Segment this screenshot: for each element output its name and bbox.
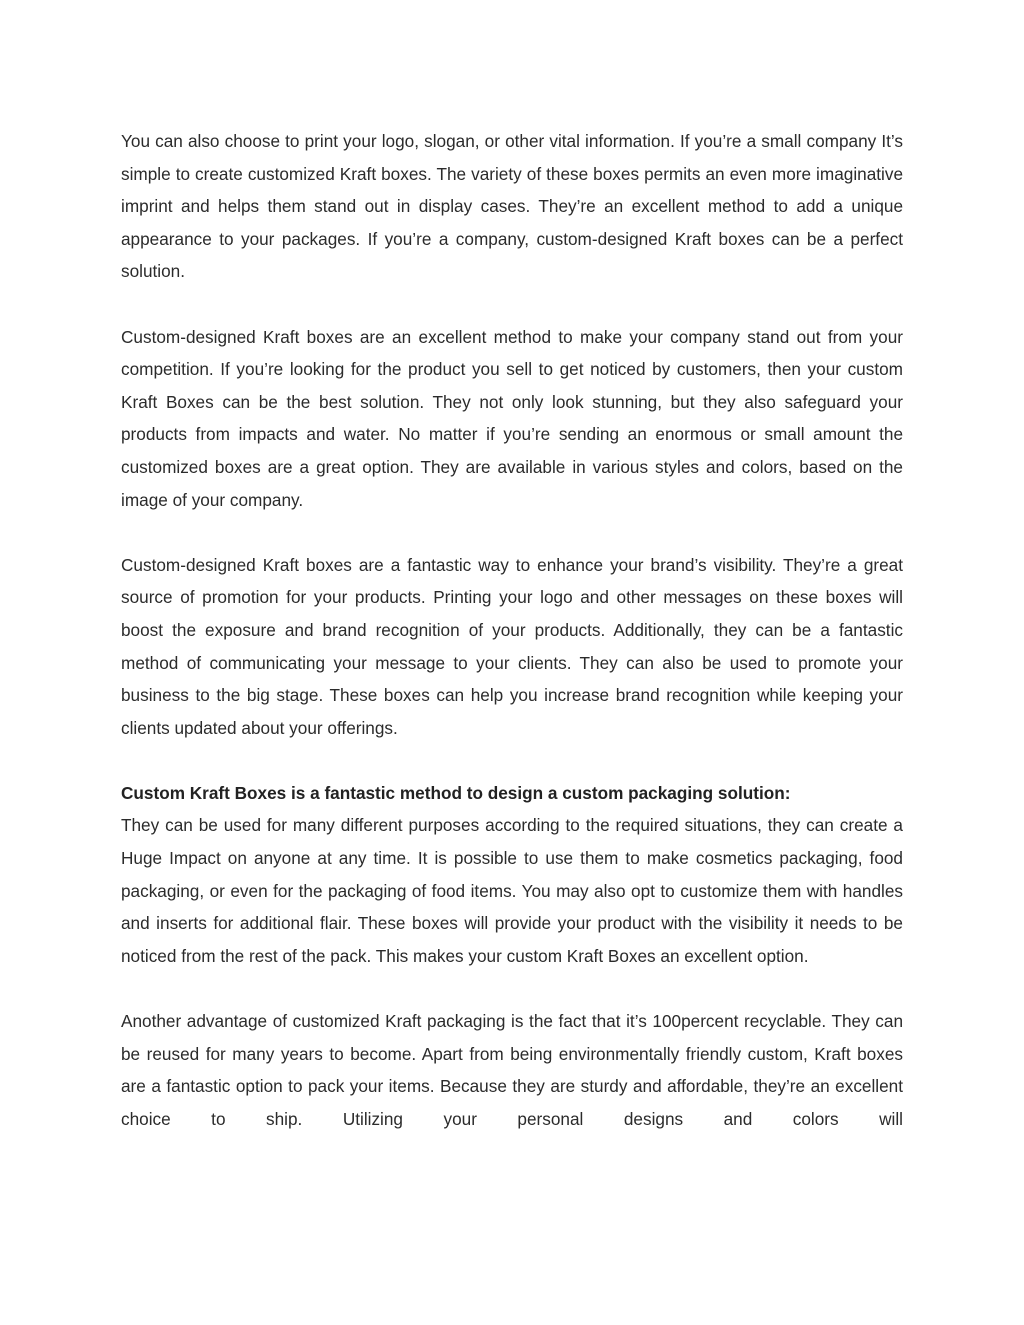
- paragraph-3: Custom-designed Kraft boxes are a fantastic way to enhance your brand’s visibility. They’re a great source of promotion for your products. Printing your logo and other messages on these boxes will boost the exposure and brand recognition of your products. Additionally, they can be a fantastic method of communicating your message to your clients. They can also be used to promote your business to the big stage. These boxes can help you increase brand recognition while keeping your clients updated about your offerings.: [121, 554, 903, 738]
- paragraph-1: You can also choose to print your logo, slogan, or other vital information. If you’re a small company It’s simple to create customized Kraft boxes. The variety of these boxes permits an even more imaginative imprint and helps them stand out in display cases. They’re an excellent method to add a unique appearance to your packages. If you’re a company, custom-designed Kraft boxes can be a perfect solution.: [121, 131, 903, 282]
- paragraph-2: Custom-designed Kraft boxes are an excellent method to make your company stand out from your competition. If you’re looking for the product you sell to get noticed by customers, then your custom Kraft Boxes can be the best solution. They not only look stunning, but they also safeguard your products from impacts and water. No matter if you’re sending an enormous or small amount the customized boxes are a great option. They are available in various styles and colors, based on the image of your company.: [121, 326, 903, 510]
- document-body: [121, 125, 903, 1168]
- section-heading: Custom Kraft Boxes is a fantastic method to design a custom packaging solution:: [121, 782, 791, 803]
- final-paragraph: Another advantage of customized Kraft packaging is the fact that it’s 100percent recyclable. They can be reused for many years to become. Apart from being environmentally friendly custom, Kraft boxes are a fantastic option to pack your items. Because they are sturdy and affordable, they’re an excellent choice to ship. Utilizing your personal designs and colors will: [121, 1011, 903, 1129]
- section-paragraph: They can be used for many different purposes according to the required situations, they can create a Huge Impact on anyone at any time. It is possible to use them to make cosmetics packaging, food packaging, or even for the packaging of food items. You may also opt to customize them with handles and inserts for additional flair. These boxes will provide your product with the visibility it needs to be noticed from the rest of the pack. This makes your custom Kraft Boxes an excellent option.: [121, 815, 903, 966]
